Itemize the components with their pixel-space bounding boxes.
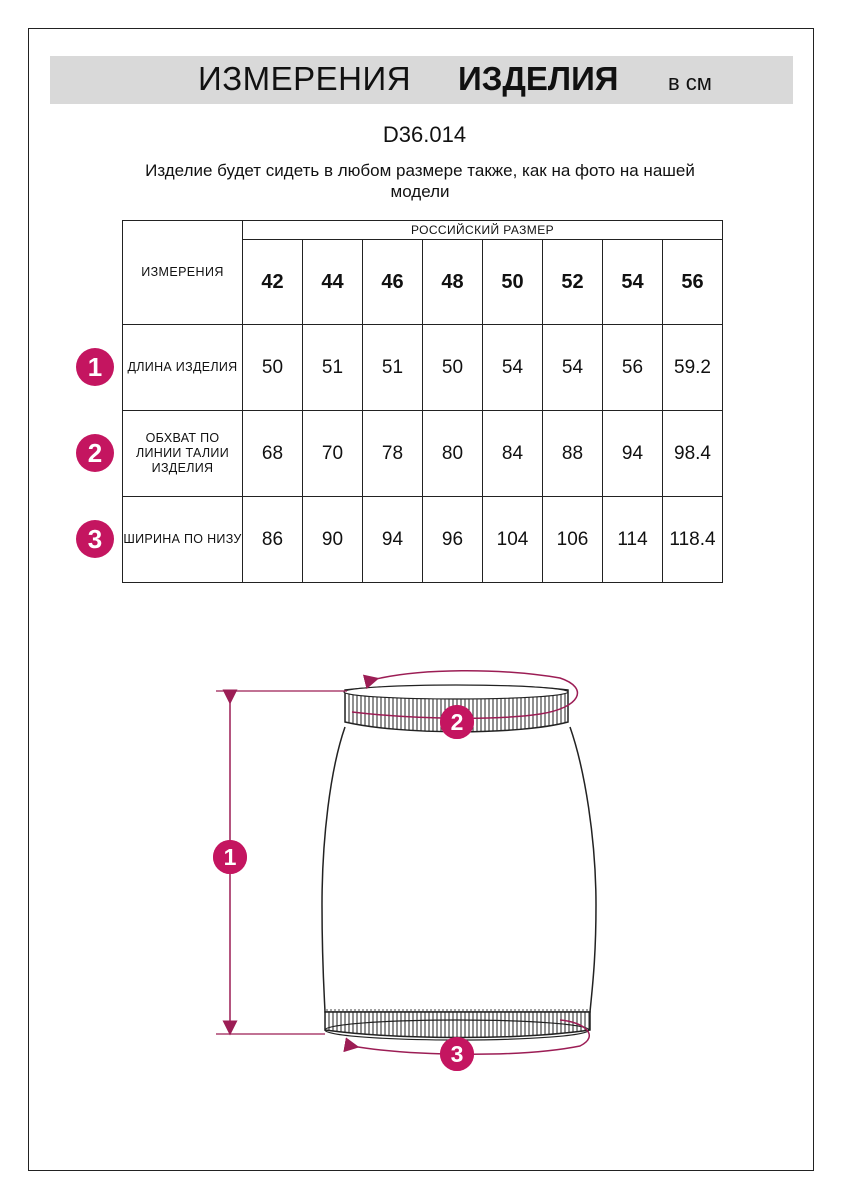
table-cell: 106 xyxy=(543,497,603,583)
table-cell: 118.4 xyxy=(663,497,723,583)
length-marker-label: 1 xyxy=(213,840,247,874)
table-cell: 94 xyxy=(363,497,423,583)
row-label: ОБХВАТ ПО ЛИНИИ ТАЛИИ ИЗДЕЛИЯ xyxy=(123,411,243,497)
skirt-outline xyxy=(322,727,596,1012)
table-cell: 51 xyxy=(363,325,423,411)
table-cell: 86 xyxy=(243,497,303,583)
table-cell: 88 xyxy=(543,411,603,497)
corner-label: ИЗМЕРЕНИЯ xyxy=(123,221,243,325)
table-cell: 50 xyxy=(243,325,303,411)
size-header: 54 xyxy=(603,240,663,325)
size-header: 50 xyxy=(483,240,543,325)
row-label: ДЛИНА ИЗДЕЛИЯ xyxy=(123,325,243,411)
table-cell: 59.2 xyxy=(663,325,723,411)
row-number-badge: 2 xyxy=(76,434,114,472)
table-cell: 84 xyxy=(483,411,543,497)
title-measurements: ИЗМЕРЕНИЯ xyxy=(198,60,412,97)
table-cell: 54 xyxy=(483,325,543,411)
size-group-header: РОССИЙСКИЙ РАЗМЕР xyxy=(243,221,723,240)
size-header: 46 xyxy=(363,240,423,325)
table-cell: 78 xyxy=(363,411,423,497)
row-number-badge: 1 xyxy=(76,348,114,386)
waistband-opening xyxy=(344,685,568,699)
table-cell: 104 xyxy=(483,497,543,583)
table-cell: 94 xyxy=(603,411,663,497)
hem-band xyxy=(325,1012,590,1038)
title-unit: в см xyxy=(668,70,712,95)
hem-marker-label: 3 xyxy=(440,1037,474,1071)
size-header: 56 xyxy=(663,240,723,325)
table-cell: 96 xyxy=(423,497,483,583)
title-product: ИЗДЕЛИЯ xyxy=(458,60,619,97)
table-cell: 56 xyxy=(603,325,663,411)
size-header: 44 xyxy=(303,240,363,325)
table-cell: 90 xyxy=(303,497,363,583)
table-cell: 50 xyxy=(423,325,483,411)
row-number-badge: 3 xyxy=(76,520,114,558)
table-cell: 51 xyxy=(303,325,363,411)
article-number: D36.014 xyxy=(382,122,467,147)
table-cell: 114 xyxy=(603,497,663,583)
table-cell: 68 xyxy=(243,411,303,497)
row-label: ШИРИНА ПО НИЗУ xyxy=(123,497,243,583)
size-header: 42 xyxy=(243,240,303,325)
waist-marker-label: 2 xyxy=(440,705,474,739)
size-header: 48 xyxy=(423,240,483,325)
table-cell: 80 xyxy=(423,411,483,497)
table-cell: 98.4 xyxy=(663,411,723,497)
table-cell: 54 xyxy=(543,325,603,411)
size-header: 52 xyxy=(543,240,603,325)
table-cell: 70 xyxy=(303,411,363,497)
fit-note: Изделие будет сидеть в любом размере также, как на фото на нашей модели xyxy=(145,161,695,201)
